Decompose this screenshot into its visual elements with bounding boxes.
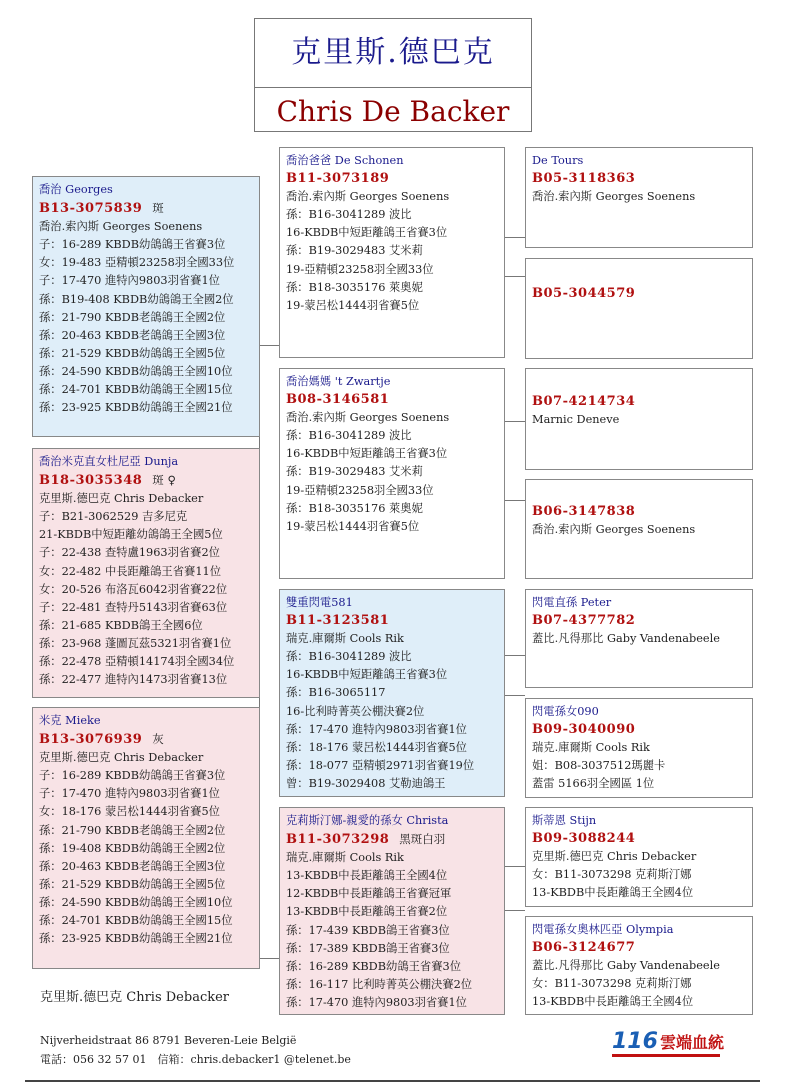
info-line: 孫：24-590 KBDB幼鴿鴿王全國10位 [39, 364, 233, 378]
title-box [254, 18, 532, 132]
info-line: 13-KBDB中長距離鴿王全國4位 [532, 995, 694, 1009]
info-line: 喬治.索內斯 Georges Soenens [532, 190, 696, 204]
page-title-english: Chris De Backer [276, 95, 510, 128]
connector-line [259, 345, 279, 346]
info-line: 孫：16-117 比利時菁英公棚決賽2位 [286, 977, 473, 991]
info-line: 孫：22-478 亞精頓14174羽全國34位 [39, 655, 235, 669]
info-line: 19-亞精頓23258羽全國33位 [286, 483, 434, 497]
pedigree-card-g4 [525, 479, 753, 579]
bird-name: 雙重閃電581 [286, 596, 353, 609]
info-line: 子：22-438 查特盧1963羽省賽2位 [39, 546, 220, 560]
pedigree-card-g8 [525, 916, 753, 1015]
connector-line [505, 500, 525, 501]
info-line: 孫：21-685 KBDB鴿王全國6位 [39, 618, 203, 632]
info-line: 女：18-176 蒙呂松1444羽省賽5位 [39, 805, 220, 819]
connector-line [259, 958, 279, 959]
info-line: 孫：B16-3041289 波比 [286, 208, 412, 222]
bird-name: 喬治 Georges [39, 183, 113, 196]
connector-line [505, 421, 525, 422]
info-line: 孫：21-790 KBDB老鴿鴿王全國2位 [39, 823, 226, 837]
logo-text: 雲端血統 [659, 1033, 724, 1052]
pedigree-card-sire-sire [279, 147, 505, 358]
info-line: 孫：21-529 KBDB幼鴿鴿王全國5位 [39, 877, 226, 891]
info-line: 13-KBDB中長距離鴿王全國4位 [286, 869, 448, 883]
feather-color: 灰 [152, 732, 164, 747]
bird-name: De Tours [532, 154, 584, 167]
info-line: 孫：22-477 進特內1473羽省賽13位 [39, 673, 228, 687]
info-line: 子：17-470 進特內9803羽省賽1位 [39, 787, 220, 801]
info-line: 女：22-482 中長距離鴿王省賽11位 [39, 564, 221, 578]
breeder-contact: 電話：056 32 57 01 信箱：chris.debacker1 @telenet.be [40, 1053, 351, 1066]
info-line: 孫：24-590 KBDB幼鴿鴿王全國10位 [39, 895, 233, 909]
feather-color: 斑 ♀ [152, 473, 176, 488]
pedigree-card-dam-sire [279, 589, 505, 797]
pedigree-card-g7 [525, 807, 753, 907]
info-line: 孫：17-470 進特內9803羽省賽1位 [286, 995, 467, 1009]
info-line: 瑞克.庫爾斯 Cools Rik [286, 851, 404, 865]
bird-name: 喬治爸爸 De Schonen [286, 154, 404, 167]
info-line: 克里斯.德巴克 Chris Debacker [39, 492, 204, 506]
connector-line [505, 910, 525, 911]
info-line: 喬治.索內斯 Georges Soenens [286, 411, 450, 425]
info-line: 孫：B16-3065117 [286, 686, 386, 700]
info-line: 孫：23-968 蓬圖瓦茲5321羽省賽1位 [39, 636, 232, 650]
info-line: 16-KBDB中短距離鴿王省賽3位 [286, 226, 448, 240]
logo-underline [612, 1054, 720, 1057]
info-line: 孫：B19-3029483 艾米莉 [286, 465, 423, 479]
pedigree-card-dam [32, 448, 260, 698]
ring-number: B09-3040090 [532, 722, 636, 738]
bottom-divider [25, 1080, 760, 1082]
info-line: 孫：17-389 KBDB鴿王省賽3位 [286, 941, 450, 955]
ring-number: B07-4377782 [532, 613, 636, 629]
info-line: 孫：24-701 KBDB幼鴿鴿王全國15位 [39, 383, 233, 397]
info-line: 孫：21-790 KBDB老鴿鴿王全國2位 [39, 310, 226, 324]
ring-number: B13-3075839 [39, 201, 143, 217]
info-line: 孫：19-408 KBDB幼鴿鴿王全國2位 [39, 841, 226, 855]
ring-number: B05-3044579 [532, 286, 636, 301]
ring-number: B11-3123581 [286, 613, 390, 629]
title-divider [255, 87, 531, 88]
info-line: 孫：B19-3029483 艾米莉 [286, 244, 423, 258]
info-line: 21-KBDB中短距離幼鴿鴿王全國5位 [39, 528, 223, 542]
info-line: 孫：17-470 進特內9803羽省賽1位 [286, 722, 467, 736]
info-line: 12-KBDB中長距離鴿王省賽冠軍 [286, 887, 452, 901]
info-line: 蓋比.凡得那比 Gaby Vandenabeele [532, 632, 720, 646]
pedigree-card-dam-dam [279, 807, 505, 1015]
info-line: 13-KBDB中長距離鴿王全國4位 [532, 886, 694, 900]
info-line: 曾：B19-3029408 艾勒迪鴿王 [286, 776, 446, 790]
breeder-name: 克里斯.德巴克 Chris Debacker [40, 990, 230, 1005]
info-line: 克里斯.德巴克 Chris Debacker [532, 850, 697, 864]
pedigree-card-g1 [525, 147, 753, 248]
connector-line [505, 276, 525, 277]
ring-number: B07-4214734 [532, 394, 636, 409]
info-line: 姐：B08-3037512瑪麗卡 [532, 759, 666, 773]
info-line: 子：17-470 進特內9803羽省賽1位 [39, 274, 220, 288]
brand-logo [612, 1029, 724, 1054]
info-line: 孫：23-925 KBDB幼鴿鴿王全國21位 [39, 401, 233, 415]
ring-number: B18-3035348 [39, 473, 143, 489]
info-line: 子：16-289 KBDB幼鴿鴿王省賽3位 [39, 769, 226, 783]
connector-line [505, 866, 525, 867]
pedigree-card-g3 [525, 368, 753, 470]
info-line: 19-亞精頓23258羽全國33位 [286, 262, 434, 276]
info-line: 孫：17-439 KBDB鴿王省賽3位 [286, 923, 450, 937]
info-line: 16-KBDB中短距離鴿王省賽3位 [286, 447, 448, 461]
ring-number: B13-3076939 [39, 732, 143, 748]
pedigree-card-sire [32, 176, 260, 437]
feather-color: 斑 [152, 201, 164, 216]
ring-number: B06-3147838 [532, 504, 636, 519]
bird-name: 閃電孫女奧林匹亞 Olympia [532, 923, 674, 936]
info-line: 喬治.索內斯 Georges Soenens [532, 523, 696, 537]
info-line: 孫：18-176 蒙呂松1444羽省賽5位 [286, 740, 467, 754]
ring-number: B08-3146581 [286, 392, 390, 408]
info-line: 喬治.索內斯 Georges Soenens [286, 190, 450, 204]
info-line: 16-比利時菁英公棚決賽2位 [286, 704, 425, 718]
connector-line [505, 237, 525, 238]
info-line: 16-KBDB中短距離鴿王省賽3位 [286, 668, 448, 682]
pedigree-card-g6 [525, 698, 753, 798]
bird-name: 閃電孫女090 [532, 705, 599, 718]
info-line: 孫：21-529 KBDB幼鴿鴿王全國5位 [39, 346, 226, 360]
info-line: 孫：B19-408 KBDB幼鴿鴿王全國2位 [39, 292, 234, 306]
page-title-chinese: 克里斯.德巴克 [291, 35, 495, 70]
bird-name: 閃電直孫 Peter [532, 596, 612, 609]
info-line: 女：B11-3073298 克莉斯汀娜 [532, 977, 692, 991]
info-line: 19-蒙呂松1444羽省賽5位 [286, 298, 420, 312]
info-line: 孫：24-701 KBDB幼鴿鴿王全國15位 [39, 914, 233, 928]
ring-number: B11-3073189 [286, 171, 390, 187]
bird-name: 米克 Mieke [39, 714, 101, 727]
ring-number: B09-3088244 [532, 831, 636, 847]
info-line: 瑞克.庫爾斯 Cools Rik [532, 741, 650, 755]
bird-name: 喬治媽媽 't Zwartje [286, 375, 391, 388]
pedigree-card-g5 [525, 589, 753, 688]
ring-number: B11-3073298 [286, 832, 390, 848]
info-line: 孫：20-463 KBDB老鴿鴿王全國3位 [39, 328, 226, 342]
bird-name: 斯蒂恩 Stijn [532, 814, 597, 827]
info-line: 孫：B16-3041289 波比 [286, 650, 412, 664]
bird-name: 喬治米克直女杜尼亞 Dunja [39, 455, 179, 468]
feather-color: 黑斑白羽 [399, 832, 446, 847]
pedigree-card-sire-dam [279, 368, 505, 579]
info-line: 子：16-289 KBDB幼鴿鴿王省賽3位 [39, 238, 226, 252]
info-line: 13-KBDB中長距離鴿王省賽2位 [286, 905, 448, 919]
ring-number: B05-3118363 [532, 171, 636, 187]
info-line: 孫：20-463 KBDB老鴿鴿王全國3位 [39, 859, 226, 873]
logo-number: 116 [612, 1029, 658, 1054]
pedigree-card-mieke [32, 707, 260, 969]
connector-line [505, 655, 525, 656]
info-line: 子：B21-3062529 吉多尼克 [39, 510, 188, 524]
info-line: 孫：23-925 KBDB幼鴿鴿王全國21位 [39, 932, 233, 946]
ring-number: B06-3124677 [532, 940, 636, 956]
info-line: 孫：16-289 KBDB幼鴿王省賽3位 [286, 959, 462, 973]
info-line: 克里斯.德巴克 Chris Debacker [39, 751, 204, 765]
info-line: 女：19-483 亞精頓23258羽全國33位 [39, 256, 235, 270]
info-line: 孫：B18-3035176 萊奧妮 [286, 280, 423, 294]
info-line: 子：22-481 查特丹5143羽省賽63位 [39, 600, 228, 614]
connector-line [505, 695, 525, 696]
pedigree-card-g2 [525, 258, 753, 359]
info-line: 孫：18-077 亞精頓2971羽省賽19位 [286, 758, 475, 772]
info-line: 女：20-526 布洛瓦6042羽省賽22位 [39, 582, 228, 596]
info-line: 蓋雷 5166羽全國區 1位 [532, 777, 655, 791]
info-line: 喬治.索內斯 Georges Soenens [39, 220, 203, 234]
info-line: 孫：B18-3035176 萊奧妮 [286, 501, 423, 515]
info-line: 瑞克.庫爾斯 Cools Rik [286, 632, 404, 646]
info-line: 蓋比.凡得那比 Gaby Vandenabeele [532, 959, 720, 973]
breeder-address: Nijverheidstraat 86 8791 Beveren-Leie België [40, 1034, 297, 1047]
info-line: 19-蒙呂松1444羽省賽5位 [286, 519, 420, 533]
bird-name: 克莉斯汀娜-親愛的孫女 Christa [286, 814, 449, 827]
info-line: 孫：B16-3041289 波比 [286, 429, 412, 443]
info-line: 女：B11-3073298 克莉斯汀娜 [532, 868, 692, 882]
info-line: Marnic Deneve [532, 413, 620, 427]
